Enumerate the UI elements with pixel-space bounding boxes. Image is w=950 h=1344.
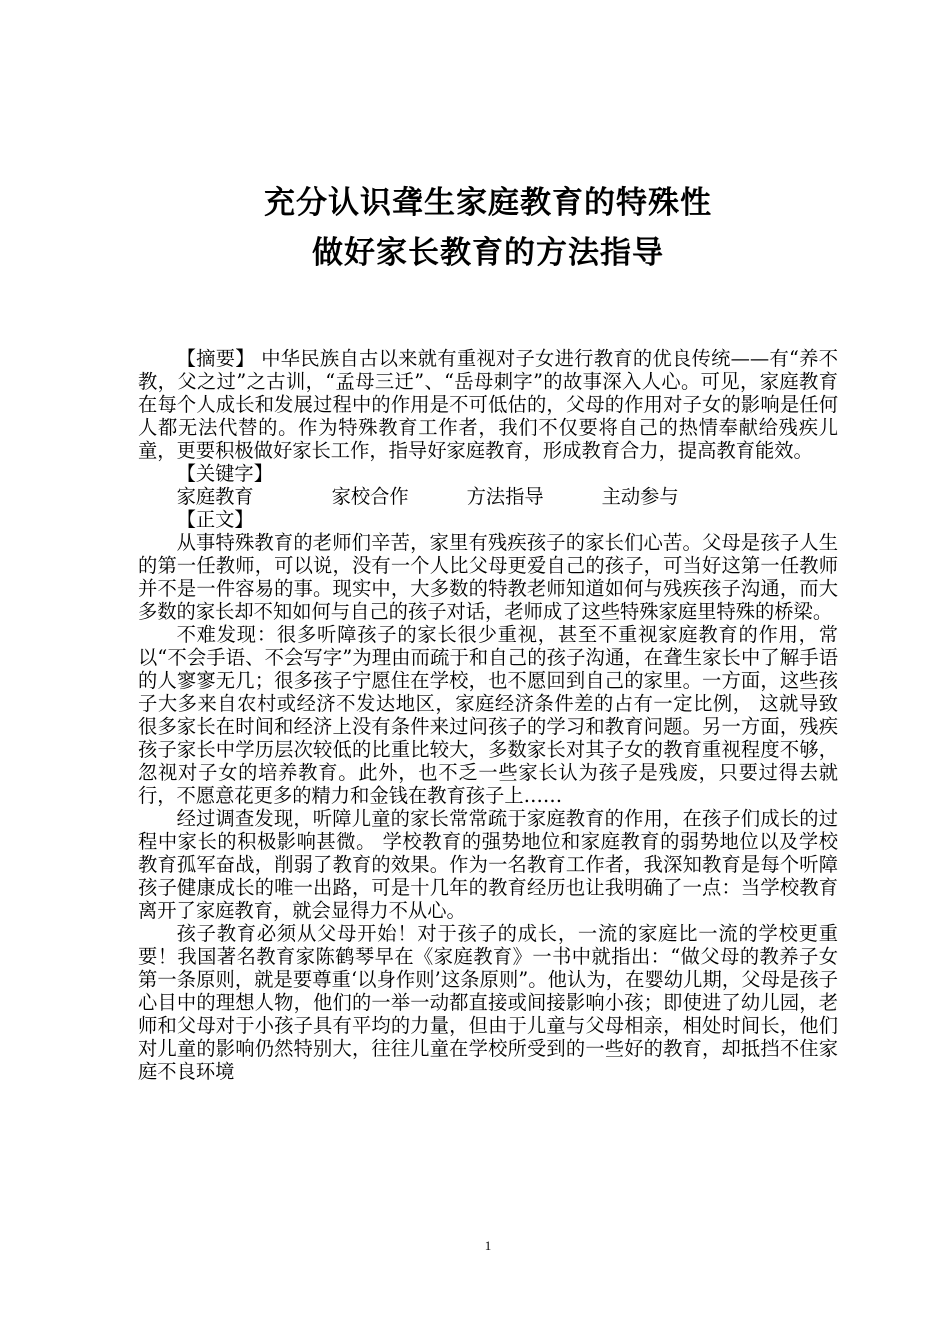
body-label: 【正文】 bbox=[176, 508, 254, 531]
abstract-paragraph bbox=[138, 347, 838, 462]
body-paragraph: 经过调查发现，听障儿童的家长常常疏于家庭教育的作用，在孩子们成长的过程中家长的积极影响甚微。 学校教育的强势地位和家庭教育的弱势地位以及学校教育孤军奋战，削弱了教育的效果。作为一名教育工作者，我深知教育是每个听障孩子健康成长的唯一出路，可是十几年的教育经历也让我明确了一点：当学校教育离开了家庭教育，就会显得力不从心。 bbox=[138, 807, 838, 922]
body-paragraph: 孩子教育必须从父母开始！对于孩子的成长，一流的家庭比一流的学校更重要！我国著名教育家陈鹤琴早在《家庭教育》一书中就指出：“做父母的教养子女第一条原则，就是要尊重‘以身作则’这条原则”。他认为，在婴幼儿期，父母是孩子心目中的理想人物，他们的一举一动都直接或间接影响小孩；即使进了幼儿园，老师和父母对于小孩子具有平均的力量，但由于儿童与父母相亲，相处时间长，他们对儿童的影响仍然特别大，往往儿童在学校所受到的一些好的教育，却抵挡不住家庭不良环境 bbox=[138, 922, 838, 1083]
keyword-item: 主动参与 bbox=[601, 485, 679, 508]
keywords-list bbox=[138, 485, 838, 508]
abstract-label: 【摘要】 bbox=[176, 347, 255, 370]
keywords-label: 【关键字】 bbox=[176, 462, 273, 485]
document-title bbox=[138, 178, 838, 278]
keyword-item: 家庭教育 bbox=[176, 485, 254, 508]
body-paragraph: 不难发现：很多听障孩子的家长很少重视，甚至不重视家庭教育的作用，常以“不会手语、不会写字”为理由而疏于和自己的孩子沟通，在聋生家长中了解手语的人寥寥无几；很多孩子宁愿住在学校，也不愿回到自己的家里。一方面，这些孩子大多来自农村或经济不发达地区，家庭经济条件差的占有一定比例， 这就导致很多家长在时间和经济上没有条件来过问孩子的学习和教育问题。另一方面，残疾孩子家长中学历层次较低的比重比较大，多数家长对其子女的教育重视程度不够，忽视对子女的培养教育。此外，也不乏一些家长认为孩子是残废，只要过得去就行，不愿意花更多的精力和金钱在教育孩子上…… bbox=[138, 623, 838, 807]
keyword-item: 家校合作 bbox=[331, 485, 409, 508]
page-number: 1 bbox=[484, 1238, 492, 1253]
keyword-item: 方法指导 bbox=[466, 485, 544, 508]
body-paragraph: 从事特殊教育的老师们辛苦，家里有残疾孩子的家长们心苦。父母是孩子人生的第一任教师，可以说，没有一个人比父母更爱自己的孩子，可当好这第一任教师并不是一件容易的事。现实中，大多数的特教老师知道如何与残疾孩子沟通，而大多数的家长却不知如何与自己的孩子对话，老师成了这些特殊家庭里特殊的桥梁。 bbox=[138, 531, 838, 623]
document-body bbox=[138, 347, 838, 1083]
title-line-1: 充分认识聋生家庭教育的特殊性 bbox=[264, 185, 712, 221]
abstract-text: 中华民族自古以来就有重视对子女进行教育的优良传统——有“养不教，父之过”之古训，“孟母三迁”、“岳母刺字”的故事深入人心。可见，家庭教育在每个人成长和发展过程中的作用是不可低估的，父母的作用对子女的影响是任何人都无法代替的。作为特殊教育工作者，我们不仅要将自己的热情奉献给残疾儿童，更要积极做好家长工作，指导好家庭教育，形成教育合力，提高教育能效。 bbox=[138, 347, 839, 462]
title-line-2: 做好家长教育的方法指导 bbox=[312, 235, 664, 271]
